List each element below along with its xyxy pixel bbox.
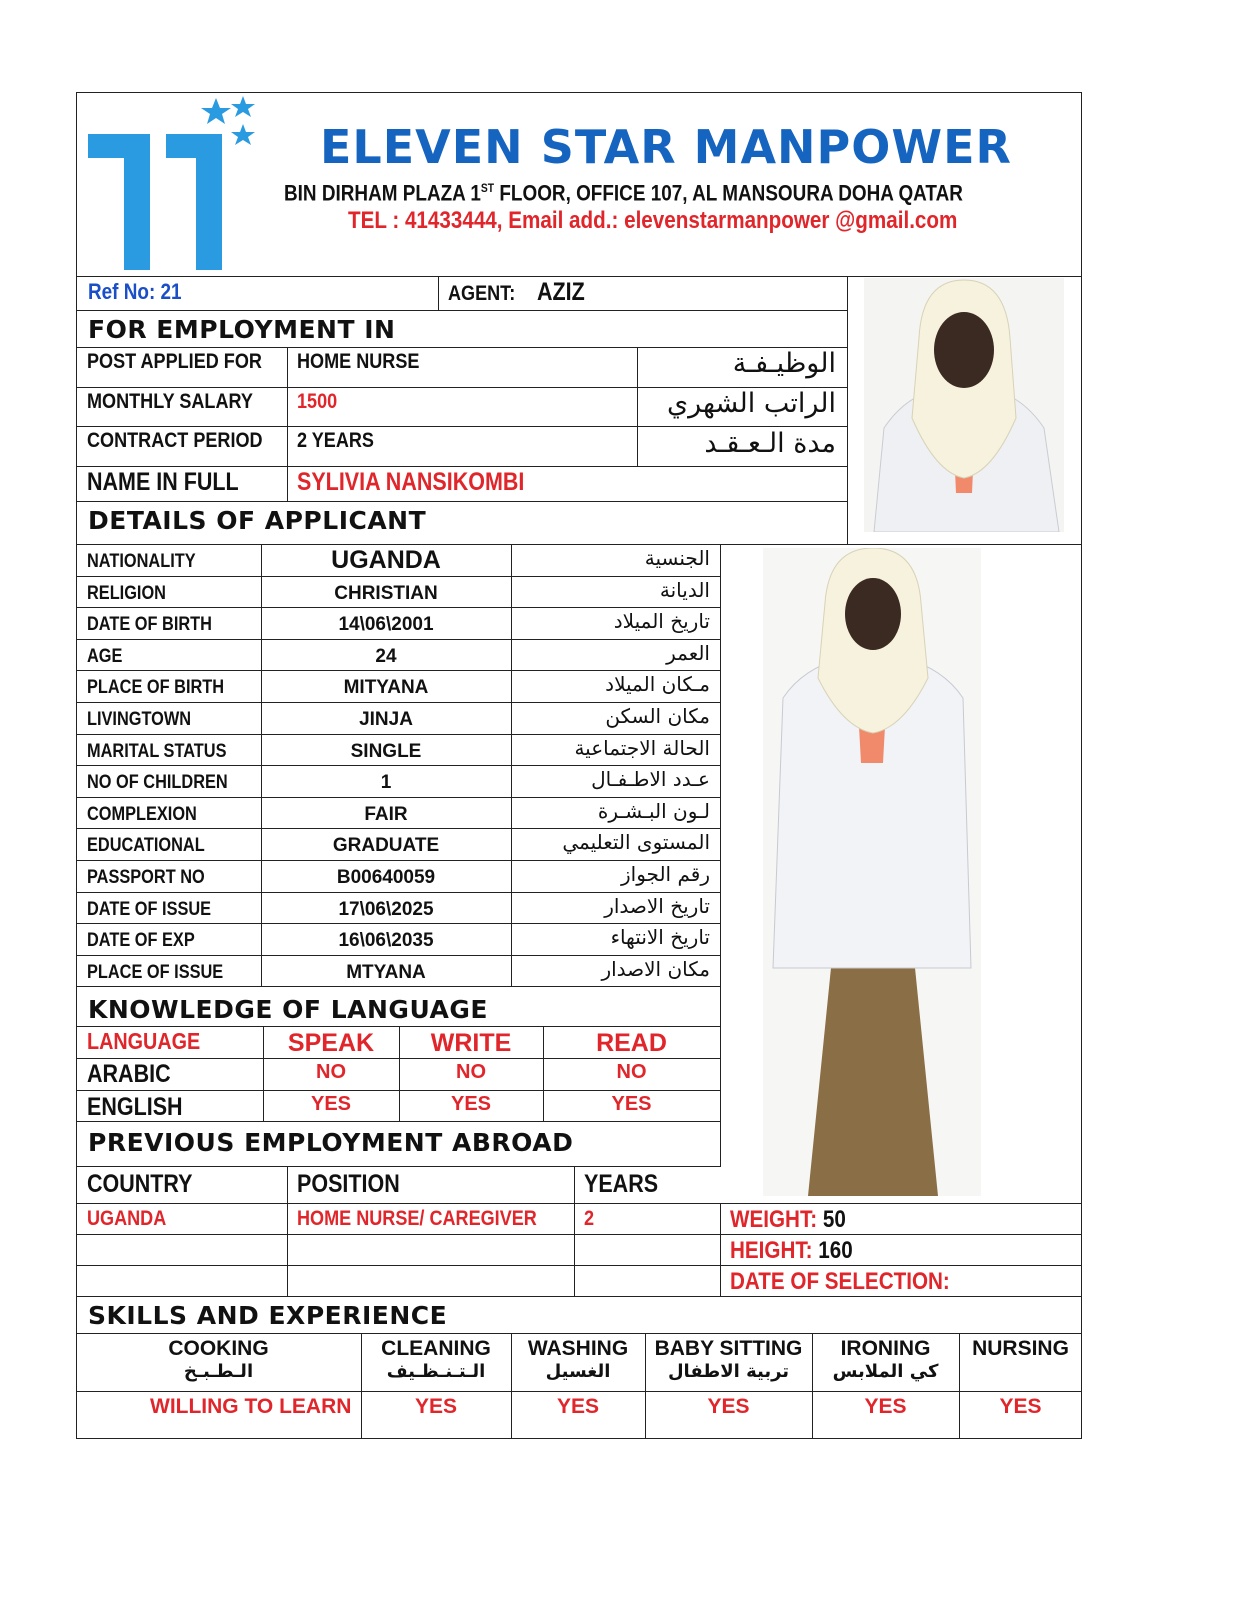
applicant-full-photo — [763, 548, 981, 1196]
company-logo — [86, 96, 256, 272]
agent-label: AGENT: — [448, 282, 516, 305]
details-ar: لـون البـشـرة — [597, 799, 710, 823]
details-ar: تاريخ الانتهاء — [610, 925, 710, 949]
applicant-portrait-photo — [864, 278, 1064, 532]
section-title-language: KNOWLEDGE OF LANGUAGE — [88, 995, 488, 1024]
lang-header-write: WRITE — [430, 1029, 512, 1057]
details-label: PASSPORT NO — [87, 867, 205, 888]
skill-value: YES — [707, 1395, 750, 1418]
details-label: PLACE OF BIRTH — [87, 677, 225, 698]
details-label: RELIGION — [87, 583, 166, 604]
details-ar: تاريخ الميلاد — [613, 609, 710, 633]
details-label: LIVINGTOWN — [87, 709, 192, 730]
details-value: 1 — [380, 772, 392, 793]
lang-row-english-read: YES — [611, 1093, 652, 1115]
ref-number: Ref No: 21 — [88, 279, 182, 304]
skill-value: YES — [864, 1395, 907, 1418]
lang-row-arabic-speak: NO — [316, 1061, 346, 1083]
details-ar: مـكان الميلاد — [605, 672, 710, 696]
skill-name: NURSING — [972, 1337, 1069, 1360]
skill-name: COOKING — [168, 1337, 269, 1360]
company-name: ELEVEN STAR MANPOWER — [320, 120, 1012, 174]
skill-name-ar: كي الملابس — [832, 1361, 939, 1382]
lang-row-english-speak: YES — [310, 1093, 352, 1115]
details-label: DATE OF ISSUE — [87, 899, 212, 920]
skill-name: IRONING — [840, 1337, 931, 1360]
prev-row-country: UGANDA — [87, 1207, 167, 1230]
details-value: FAIR — [364, 804, 408, 825]
section-title-previous: PREVIOUS EMPLOYMENT ABROAD — [88, 1128, 574, 1157]
skill-name: BABY SITTING — [654, 1337, 803, 1360]
details-ar: المستوى التعليمي — [562, 830, 710, 854]
details-value: 17\06\2025 — [338, 899, 434, 920]
details-ar: الديانة — [659, 578, 710, 602]
details-value: B00640059 — [336, 867, 436, 888]
lang-row-arabic-name: ARABIC — [87, 1060, 171, 1088]
emp-label-contract: CONTRACT PERIOD — [87, 429, 263, 452]
lang-header-read: READ — [596, 1029, 667, 1057]
skill-value: YES — [414, 1395, 458, 1418]
section-title-details: DETAILS OF APPLICANT — [88, 506, 427, 535]
name-value: SYLIVIA NANSIKOMBI — [297, 468, 525, 496]
prev-row-position: HOME NURSE/ CAREGIVER — [297, 1207, 537, 1230]
details-label: MARITAL STATUS — [87, 741, 227, 762]
details-ar: الجنسية — [644, 546, 710, 570]
skill-name-ar: تربية الاطفال — [667, 1361, 790, 1382]
lang-row-arabic-read: NO — [616, 1061, 647, 1083]
details-ar: العمر — [666, 641, 710, 665]
details-value: GRADUATE — [332, 835, 440, 856]
skill-value: WILLING TO LEARN — [150, 1395, 352, 1418]
details-label: NO OF CHILDREN — [87, 772, 228, 793]
agent-value: AZIZ — [537, 278, 585, 306]
details-value: JINJA — [359, 709, 413, 730]
details-value: MTYANA — [346, 962, 426, 983]
emp-label-salary: MONTHLY SALARY — [87, 390, 253, 413]
company-contact: TEL : 41433444, Email add.: elevenstarmanpower @gmail.com — [348, 207, 958, 234]
emp-label-post: POST APPLIED FOR — [87, 350, 262, 373]
details-value: SINGLE — [350, 741, 422, 762]
details-ar: تاريخ الاصدار — [604, 894, 710, 918]
skill-name: WASHING — [527, 1337, 629, 1360]
lang-header-speak: SPEAK — [287, 1029, 375, 1057]
skill-value: YES — [999, 1395, 1042, 1418]
details-label: PLACE OF ISSUE — [87, 962, 224, 983]
company-address: BIN DIRHAM PLAZA 1ST FLOOR, OFFICE 107, AL MANSOURA DOHA QATAR — [284, 180, 963, 206]
details-label: AGE — [87, 646, 123, 667]
details-label: DATE OF BIRTH — [87, 614, 212, 635]
lang-header-language: LANGUAGE — [87, 1028, 201, 1054]
section-title-employment: FOR EMPLOYMENT IN — [88, 315, 396, 344]
star-icon — [231, 96, 255, 117]
lang-row-english-name: ENGLISH — [87, 1093, 183, 1121]
emp-ar-contract: مدة الـعـقـد — [704, 428, 836, 459]
prev-header-position: POSITION — [297, 1170, 400, 1198]
skill-name-ar: الغسيل — [545, 1361, 611, 1382]
emp-value-contract: 2 YEARS — [297, 429, 374, 452]
details-ar: مكان الاصدار — [601, 957, 710, 981]
details-value: 14\06\2001 — [338, 614, 434, 635]
details-ar: عـدد الاطـفـال — [591, 767, 710, 791]
emp-value-post: HOME NURSE — [297, 350, 420, 373]
star-icon — [231, 124, 255, 145]
skill-name: CLEANING — [381, 1337, 491, 1360]
weight: WEIGHT: 50 — [730, 1206, 846, 1233]
section-title-skills: SKILLS AND EXPERIENCE — [88, 1301, 448, 1330]
details-ar: رقم الجواز — [621, 862, 710, 886]
details-label: EDUCATIONAL — [87, 835, 205, 856]
details-label: NATIONALITY — [87, 551, 196, 572]
details-ar: الحالة الاجتماعية — [574, 736, 710, 760]
details-value: 16\06\2035 — [338, 930, 434, 951]
details-value: 24 — [375, 646, 397, 667]
details-label: COMPLEXION — [87, 804, 197, 825]
height: HEIGHT: 160 — [730, 1237, 853, 1264]
details-label: DATE OF EXP — [87, 930, 195, 951]
date-of-selection-label: DATE OF SELECTION: — [730, 1268, 950, 1295]
details-value: MITYANA — [343, 677, 429, 698]
details-value: CHRISTIAN — [334, 583, 438, 604]
prev-row-years: 2 — [584, 1207, 595, 1230]
details-value: UGANDA — [331, 546, 441, 574]
skill-name-ar: الـتـنـظـيف — [386, 1361, 486, 1382]
name-label: NAME IN FULL — [87, 468, 239, 496]
prev-header-country: COUNTRY — [87, 1170, 193, 1198]
details-ar: مكان السكن — [605, 704, 710, 728]
emp-ar-salary: الراتب الشهري — [666, 388, 836, 419]
emp-value-salary: 1500 — [297, 390, 338, 413]
prev-header-years: YEARS — [584, 1170, 659, 1198]
lang-row-english-write: YES — [450, 1093, 492, 1115]
skill-name-ar: الـطـبـخ — [183, 1361, 254, 1382]
emp-ar-post: الوظيـفـة — [732, 348, 836, 379]
skill-value: YES — [556, 1395, 600, 1418]
star-icon — [201, 98, 231, 124]
lang-row-arabic-write: NO — [456, 1061, 486, 1083]
